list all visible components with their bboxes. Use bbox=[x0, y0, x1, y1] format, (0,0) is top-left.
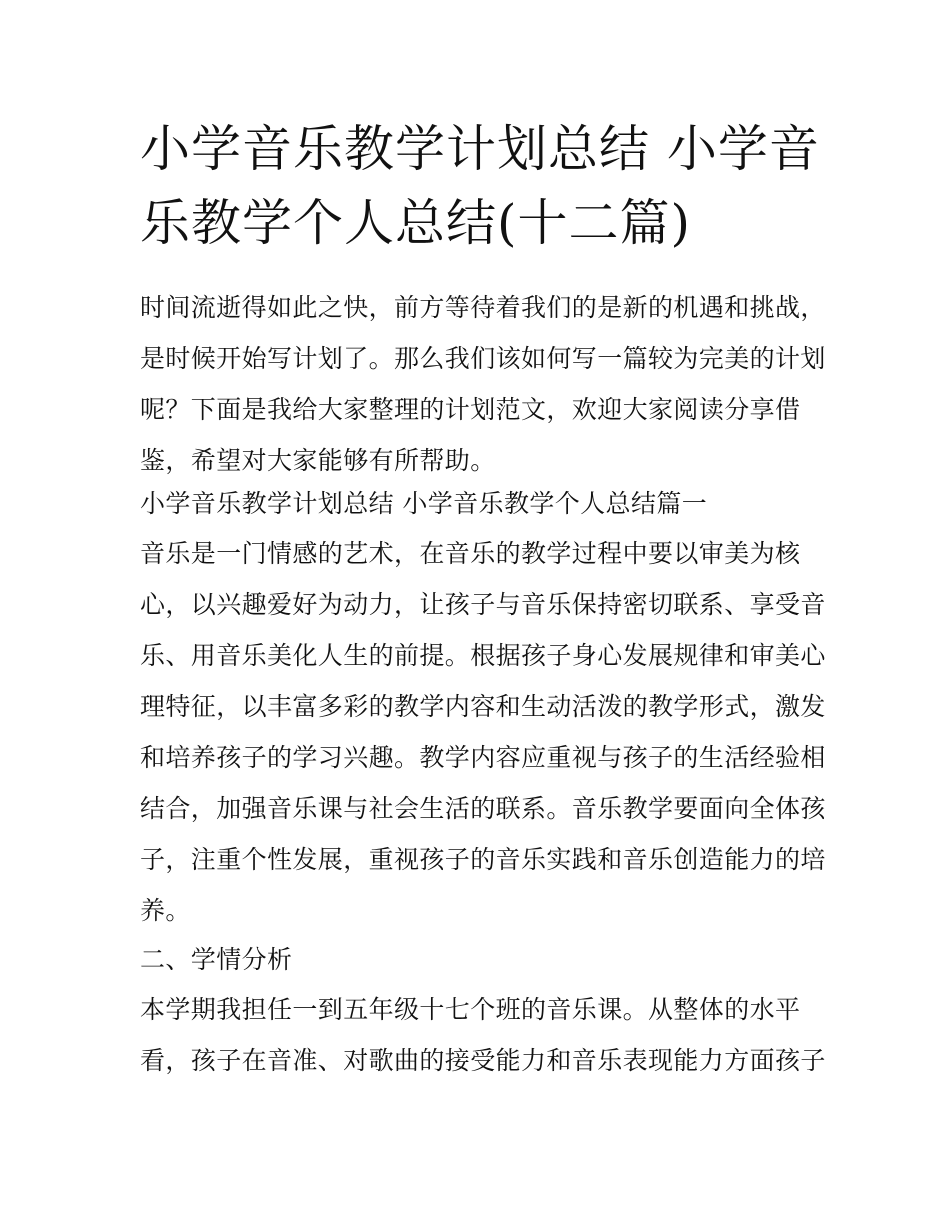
subheading-text: 二、学情分析 bbox=[140, 945, 293, 974]
analysis-paragraph bbox=[140, 984, 826, 1086]
intro-line: 鉴，希望对大家能够有所帮助。 bbox=[140, 446, 496, 475]
body-paragraph bbox=[140, 528, 826, 936]
body-line: 心，以兴趣爱好为动力，让孩子与音乐保持密切联系、享受音 bbox=[140, 590, 826, 619]
analysis-line: 看，孩子在音准、对歌曲的接受能力和音乐表现能力方面孩子 bbox=[140, 1046, 826, 1075]
section-heading bbox=[140, 478, 820, 529]
body-line: 理特征，以丰富多彩的教学内容和生动活泼的教学形式，激发 bbox=[140, 692, 826, 721]
body-line: 结合，加强音乐课与社会生活的联系。音乐教学要面向全体孩 bbox=[140, 794, 826, 823]
section-heading-text: 小学音乐教学计划总结 小学音乐教学个人总结篇一 bbox=[140, 489, 708, 518]
body-line: 子，注重个性发展，重视孩子的音乐实践和音乐创造能力的培 bbox=[140, 845, 826, 874]
intro-line: 时间流逝得如此之快，前方等待着我们的是新的机遇和挑战， bbox=[140, 293, 826, 322]
intro-line: 呢？下面是我给大家整理的计划范文，欢迎大家阅读分享借 bbox=[140, 395, 801, 424]
subheading bbox=[140, 934, 820, 985]
body-line: 音乐是一门情感的艺术，在音乐的教学过程中要以审美为核 bbox=[140, 539, 801, 568]
intro-line: 是时候开始写计划了。那么我们该如何写一篇较为完美的计划 bbox=[140, 344, 826, 373]
analysis-line: 本学期我担任一到五年级十七个班的音乐课。从整体的水平 bbox=[140, 995, 801, 1024]
body-line: 乐、用音乐美化人生的前提。根据孩子身心发展规律和审美心 bbox=[140, 641, 826, 670]
body-line: 和培养孩子的学习兴趣。教学内容应重视与孩子的生活经验相 bbox=[140, 743, 826, 772]
intro-paragraph bbox=[140, 282, 826, 486]
document-title: 小学音乐教学计划总结 小学音乐教学个人总结(十二篇) bbox=[140, 120, 820, 252]
body-line: 养。 bbox=[140, 896, 191, 925]
